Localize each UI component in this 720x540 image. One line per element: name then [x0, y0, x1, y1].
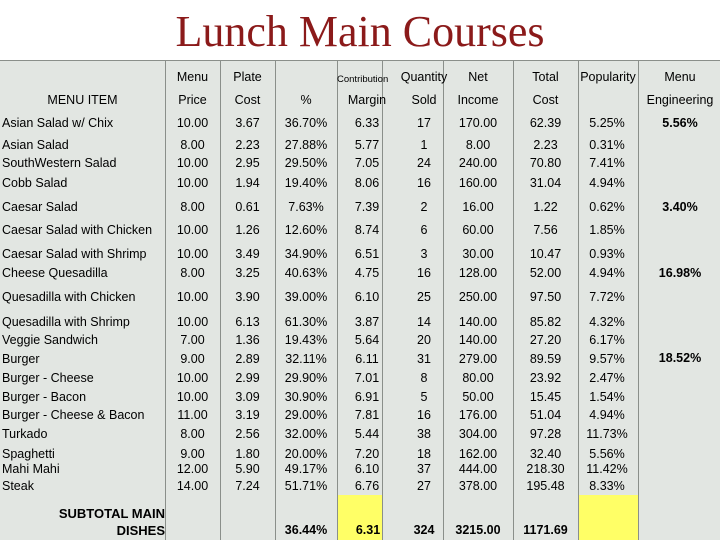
cell-total-cost: 7.56 [533, 223, 558, 237]
cell-total-cost: 31.04 [529, 176, 562, 190]
cell-margin: 3.87 [354, 315, 380, 329]
cell-total-cost: 195.48 [526, 479, 565, 493]
cell-percent: 7.63% [288, 200, 324, 214]
cell-price: 7.00 [180, 333, 205, 347]
menu-item-name: Cheese Quesadilla [2, 266, 108, 280]
cell-cost: 3.49 [235, 247, 260, 261]
cell-sold: 3 [420, 247, 428, 261]
cell-total-cost: 23.92 [529, 371, 562, 385]
menu-engineering-value: 5.56% [662, 116, 698, 130]
cell-price: 10.00 [176, 290, 209, 304]
menu-item-name: Burger [2, 352, 40, 366]
cell-total-cost: 2.23 [533, 138, 558, 152]
menu-item-name: Caesar Salad with Chicken [2, 223, 153, 237]
menu-item-name: Asian Salad w/ Chix [2, 116, 114, 130]
menu-item-name: Burger - Cheese & Bacon [2, 408, 145, 422]
header-menu-engineering: Menu [664, 70, 696, 84]
cell-margin: 7.39 [354, 200, 380, 214]
cell-margin: 8.74 [354, 223, 380, 237]
cell-total-cost: 97.28 [529, 427, 562, 441]
cell-cost: 1.26 [235, 223, 260, 237]
cell-percent: 32.00% [284, 427, 328, 441]
menu-item-name: Asian Salad [2, 138, 69, 152]
subtotal-label [20, 505, 165, 539]
cell-percent: 34.90% [284, 247, 328, 261]
cell-popularity: 11.42% [586, 462, 628, 476]
cell-margin: 7.20 [354, 447, 380, 461]
cell-percent: 29.00% [284, 408, 328, 422]
cell-price: 10.00 [176, 247, 209, 261]
cell-percent: 19.40% [284, 176, 328, 190]
cell-price: 10.00 [176, 390, 209, 404]
grid-line [638, 60, 639, 540]
subtotal-label-line1: SUBTOTAL MAIN [58, 506, 165, 521]
cell-price: 10.00 [176, 223, 209, 237]
cell-margin: 5.64 [354, 333, 380, 347]
cell-sold: 18 [417, 447, 431, 461]
cell-cost: 1.94 [235, 176, 260, 190]
cell-cost: 3.25 [235, 266, 260, 280]
cell-cost: 2.89 [235, 352, 260, 366]
cell-popularity: 8.33% [589, 479, 625, 493]
cell-margin: 5.44 [354, 427, 380, 441]
header-border [0, 60, 720, 61]
cell-sold: 25 [417, 290, 431, 304]
cell-popularity: 1.54% [589, 390, 625, 404]
cell-income: 140.00 [458, 315, 498, 329]
subtotal-income: 3215.00 [455, 523, 501, 537]
cell-cost: 7.24 [235, 479, 260, 493]
cell-price: 8.00 [180, 200, 205, 214]
cell-sold: 16 [417, 176, 431, 190]
header-net: Net [468, 70, 488, 84]
cell-price: 9.00 [180, 352, 205, 366]
cell-cost: 1.80 [235, 447, 260, 461]
cell-cost: 3.90 [235, 290, 260, 304]
cell-price: 14.00 [176, 479, 209, 493]
cell-percent: 29.90% [284, 371, 328, 385]
cell-popularity: 4.94% [589, 266, 625, 280]
cell-cost: 2.99 [235, 371, 260, 385]
cell-popularity: 5.25% [589, 116, 625, 130]
cell-percent: 12.60% [284, 223, 328, 237]
menu-item-name: Caesar Salad with Shrimp [2, 247, 147, 261]
cell-popularity: 7.72% [589, 290, 625, 304]
cell-cost: 3.67 [235, 116, 260, 130]
header-margin: Margin [347, 93, 387, 107]
header-cost: Cost [234, 93, 261, 107]
cell-price: 8.00 [180, 427, 205, 441]
cell-percent: 27.88% [284, 138, 328, 152]
cell-sold: 1 [420, 138, 428, 152]
cell-margin: 6.10 [354, 290, 380, 304]
cell-sold: 6 [420, 223, 428, 237]
header-price: Price [178, 93, 207, 107]
cell-total-cost: 218.30 [526, 462, 565, 476]
menu-item-name: Cobb Salad [2, 176, 68, 190]
cell-total-cost: 10.47 [529, 247, 562, 261]
cell-cost: 0.61 [235, 200, 260, 214]
menu-engineering-value: 18.52% [658, 351, 702, 365]
cell-sold: 17 [417, 116, 431, 130]
menu-item-name: Quesadilla with Chicken [2, 290, 136, 304]
cell-sold: 16 [417, 408, 431, 422]
subtotal-sold: 324 [413, 523, 435, 537]
cell-price: 8.00 [180, 266, 205, 280]
header-plate: Plate [233, 70, 262, 84]
cell-total-cost: 52.00 [529, 266, 562, 280]
cell-margin: 6.51 [354, 247, 380, 261]
cell-sold: 37 [417, 462, 431, 476]
cell-popularity: 0.93% [589, 247, 625, 261]
cell-sold: 31 [417, 352, 431, 366]
cell-sold: 16 [417, 266, 431, 280]
menu-item-name: Steak [2, 479, 34, 493]
cell-total-cost: 15.45 [529, 390, 562, 404]
cell-popularity: 6.17% [589, 333, 625, 347]
menu-item-name: Caesar Salad [2, 200, 78, 214]
cell-margin: 5.77 [354, 138, 380, 152]
cell-cost: 5.90 [235, 462, 260, 476]
menu-item-name: Turkado [2, 427, 48, 441]
cell-percent: 61.30% [284, 315, 328, 329]
cell-price: 10.00 [176, 371, 209, 385]
menu-engineering-value: 3.40% [662, 200, 698, 214]
cell-price: 12.00 [176, 462, 209, 476]
header-percent: % [300, 93, 312, 107]
header-contribution: Contribution [337, 74, 389, 85]
cell-income: 60.00 [462, 223, 494, 237]
subtotal-total-cost: 1171.69 [523, 523, 568, 537]
menu-item-name: Mahi Mahi [2, 462, 60, 476]
cell-percent: 40.63% [284, 266, 328, 280]
cell-cost: 6.13 [235, 315, 260, 329]
header-menu-item: MENU ITEM [47, 93, 118, 107]
cell-margin: 6.11 [355, 352, 379, 366]
cell-sold: 20 [417, 333, 431, 347]
cell-margin: 6.76 [354, 479, 380, 493]
cell-income: 160.00 [458, 176, 498, 190]
header-sold: Sold [411, 93, 437, 107]
menu-engineering-value: 16.98% [658, 266, 702, 280]
cell-cost: 3.19 [235, 408, 260, 422]
cell-price: 8.00 [180, 138, 205, 152]
cell-sold: 38 [417, 427, 431, 441]
cell-income: 240.00 [458, 156, 498, 170]
cell-total-cost: 85.82 [529, 315, 562, 329]
cell-total-cost: 62.39 [529, 116, 562, 130]
cell-popularity: 2.47% [589, 371, 625, 385]
cell-income: 16.00 [462, 200, 494, 214]
cell-cost: 2.56 [235, 427, 260, 441]
cell-margin: 4.75 [354, 266, 380, 280]
cell-income: 304.00 [458, 427, 498, 441]
cell-price: 10.00 [176, 156, 209, 170]
cell-percent: 29.50% [284, 156, 328, 170]
cell-income: 250.00 [458, 290, 498, 304]
header-popularity: Popularity [580, 70, 636, 84]
cell-percent: 32.11% [285, 352, 327, 366]
cell-margin: 6.10 [354, 462, 380, 476]
cell-total-cost: 1.22 [533, 200, 558, 214]
cell-popularity: 0.31% [589, 138, 625, 152]
header-income: Income [457, 93, 499, 107]
cell-price: 9.00 [180, 447, 205, 461]
cell-total-cost: 70.80 [529, 156, 562, 170]
cell-total-cost: 89.59 [529, 352, 562, 366]
cell-margin: 8.06 [354, 176, 380, 190]
menu-item-name: Burger - Bacon [2, 390, 87, 404]
cell-total-cost: 32.40 [529, 447, 562, 461]
menu-item-name: Burger - Cheese [2, 371, 94, 385]
cell-popularity: 11.73% [586, 427, 628, 441]
cell-sold: 27 [417, 479, 431, 493]
cell-cost: 3.09 [235, 390, 260, 404]
cell-income: 162.00 [458, 447, 498, 461]
cell-popularity: 0.62% [589, 200, 625, 214]
cell-percent: 30.90% [284, 390, 328, 404]
cell-popularity: 4.94% [589, 176, 625, 190]
cell-margin: 7.01 [354, 371, 380, 385]
cell-margin: 6.33 [354, 116, 380, 130]
cell-income: 279.00 [458, 352, 498, 366]
cell-popularity: 1.85% [589, 223, 625, 237]
cell-price: 10.00 [176, 116, 209, 130]
cell-sold: 2 [420, 200, 428, 214]
subtotal-label-line2: DISHES [116, 523, 165, 538]
subtotal-percent: 36.44% [284, 523, 328, 537]
cell-income: 50.00 [462, 390, 494, 404]
cell-income: 176.00 [458, 408, 498, 422]
cell-income: 378.00 [458, 479, 498, 493]
cell-cost: 1.36 [235, 333, 260, 347]
cell-income: 170.00 [458, 116, 498, 130]
cell-price: 10.00 [176, 176, 209, 190]
page-title: Lunch Main Courses [175, 7, 545, 56]
cell-popularity: 5.56% [589, 447, 625, 461]
cell-popularity: 9.57% [589, 352, 625, 366]
header-quantity: Quantity [400, 70, 448, 84]
cell-income: 444.00 [458, 462, 498, 476]
cell-price: 11.00 [177, 408, 208, 422]
cell-total-cost: 27.20 [529, 333, 562, 347]
cell-margin: 6.91 [354, 390, 380, 404]
cell-percent: 20.00% [284, 447, 328, 461]
cell-income: 8.00 [465, 138, 491, 152]
cell-income: 128.00 [458, 266, 498, 280]
cell-cost: 2.95 [235, 156, 260, 170]
menu-item-name: Veggie Sandwich [2, 333, 98, 347]
cell-total-cost: 51.04 [529, 408, 562, 422]
cell-sold: 14 [417, 315, 431, 329]
header-total-cost: Cost [532, 93, 559, 107]
cell-sold: 24 [417, 156, 431, 170]
header-menu: Menu [176, 70, 209, 84]
cell-popularity: 4.32% [589, 315, 625, 329]
cell-percent: 51.71% [284, 479, 328, 493]
cell-percent: 19.43% [284, 333, 328, 347]
cell-total-cost: 97.50 [529, 290, 562, 304]
cell-price: 10.00 [176, 315, 209, 329]
subtotal-margin: 6.31 [355, 523, 381, 537]
cell-percent: 36.70% [284, 116, 328, 130]
header-total: Total [532, 70, 559, 84]
cell-margin: 7.05 [354, 156, 380, 170]
cell-income: 140.00 [458, 333, 498, 347]
cell-income: 30.00 [462, 247, 494, 261]
cell-income: 80.00 [462, 371, 494, 385]
cell-sold: 8 [420, 371, 428, 385]
subtotal-popularity-highlight [578, 495, 638, 540]
cell-cost: 2.23 [235, 138, 260, 152]
menu-item-name: Quesadilla with Shrimp [2, 315, 130, 329]
cell-sold: 5 [420, 390, 428, 404]
cell-percent: 39.00% [284, 290, 328, 304]
menu-item-name: SouthWestern Salad [2, 156, 117, 170]
cell-percent: 49.17% [284, 462, 328, 476]
cell-margin: 7.81 [354, 408, 380, 422]
cell-popularity: 4.94% [589, 408, 625, 422]
header-engineering: Engineering [646, 93, 714, 107]
cell-popularity: 7.41% [589, 156, 625, 170]
menu-item-name: Spaghetti [2, 447, 55, 461]
